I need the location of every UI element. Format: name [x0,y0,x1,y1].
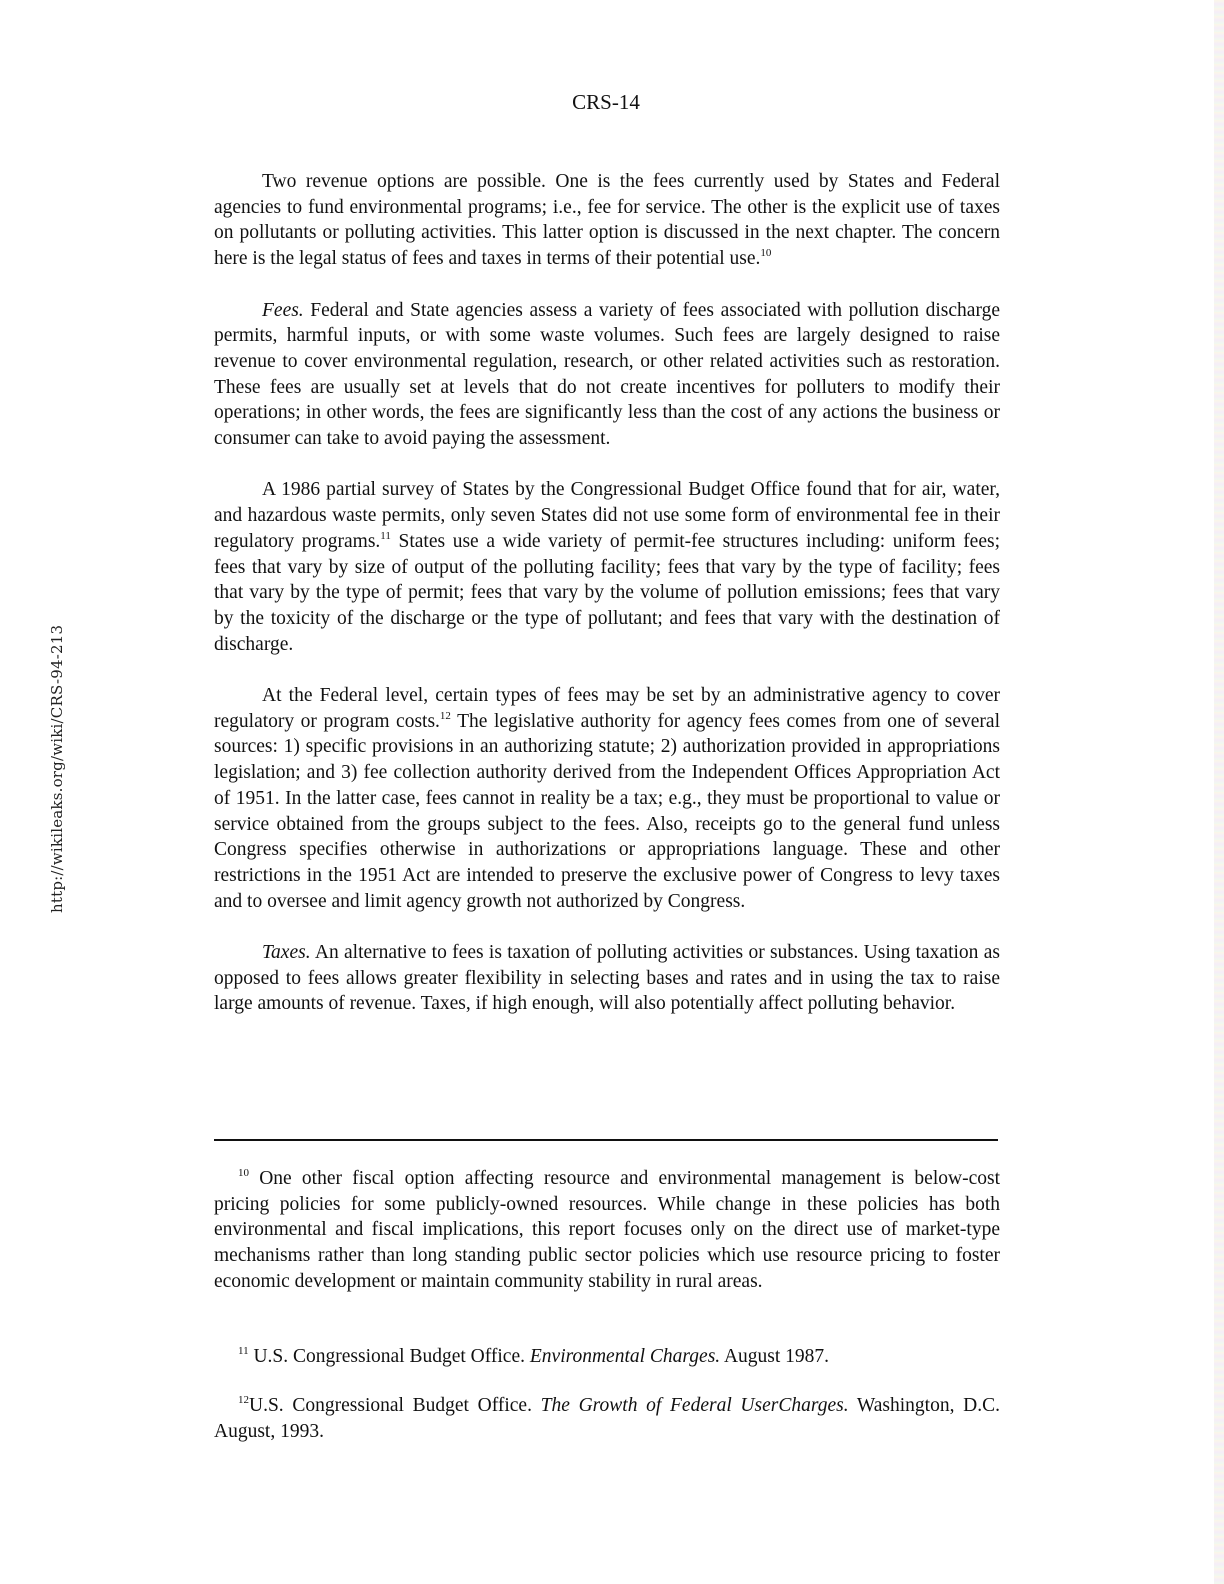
paragraph-text: An alternative to fees is taxation of polluting activities or substances. Using taxation as opposed to fees allows greater flexibility in selecting bases and rates and in using the tax to raise large amounts of revenue. Taxes, if high enough, will also potentially affect polluting behavior. [214,942,1000,1015]
footnote-ref-11[interactable]: 11 [380,529,391,542]
section-lead-taxes: Taxes. [262,942,311,964]
footnote-number: 11 [238,1344,249,1357]
footnote-11 [214,1344,1000,1370]
footnote-10 [214,1166,1000,1295]
paragraph-text: Two revenue options are possible. One is the fees currently used by States and Federal agencies to fund environmental programs; i.e., fee for service. The other is the explicit use of taxes on pollutants or polluting activities. This latter option is discussed in the next chapter. The concern here is the legal status of fees and taxes in terms of their potential use. [214,171,1000,270]
paragraph-text-continued: The legislative authority for agency fees comes from one of several sources: 1) specific provisions in an authorizing statute; 2) authorization provided in appropriations legislation; and 3) fee collection authority derived from the Independent Offices Appropriation Act of 1951. In the latter case, fees cannot in reality be a tax; e.g., they must be proportional to value or service obtained from the groups subject to the fees. Also, receipts go to the general fund unless Congress specifies otherwise in authorizations or appropriations language. These and other restrictions in the 1951 Act are intended to preserve the exclusive power of Congress to levy taxes and to oversee and limit agency growth not authorized by Congress. [214,710,1000,912]
section-lead-fees: Fees. [262,299,304,321]
paragraph-text-continued: States use a wide variety of permit-fee structures including: uniform fees; fees that vary by size of output of the polluting facility; fees that vary by the type of facility; fees that vary by the type of permit; fees that vary by the volume of pollution emissions; fees that vary by the toxicity of the discharge or the type of pollutant; and fees that vary with the destination of discharge. [214,530,1000,655]
paragraph-revenue-options [214,169,1000,272]
footnote-12 [214,1393,1000,1444]
cited-title: The Growth of Federal UserCharges. [540,1395,849,1417]
paragraph-text: Federal and State agencies assess a variety of fees associated with pollution discharge permits, harmful inputs, or with some waste volumes. Such fees are largely designed to raise revenue to cover environmental regulation, research, or other related activities such as restoration. These fees are usually set at levels that do not create incentives for polluters to modify their operations; in other words, the fees are significantly less than the cost of any actions the business or consumer can take to avoid paying the assessment. [214,299,1000,450]
footnote-ref-12[interactable]: 12 [439,709,451,722]
footnote-ref-10[interactable]: 10 [760,247,772,260]
body-text [214,169,1000,1043]
footnote-number: 12 [238,1394,249,1407]
page-edge-scan-artifact [1214,0,1224,1584]
footnote-number: 10 [238,1167,249,1179]
footnote-text-continued: Washington, D.C. August, 1993. [214,1395,1000,1442]
paragraph-text: A 1986 partial survey of States by the Congressional Budget Office found that for air, water, and hazardous waste permits, only seven States did not use some form of environmental fee in their regulatory programs. [214,479,1000,552]
paragraph-fees [214,298,1000,452]
footnote-text: U.S. Congressional Budget Office. [248,1345,530,1367]
source-url-watermark: http://wikileaks.org/wiki/CRS-94-213 [48,624,66,913]
paragraph-cbo-survey [214,477,1000,657]
paragraph-text: At the Federal level, certain types of fees may be set by an administrative agency to cover regulatory or program costs. [214,685,1000,732]
page-header: CRS-14 [572,90,640,114]
footnote-text: U.S. Congressional Budget Office. [249,1395,541,1417]
paragraph-federal-level [214,683,1000,914]
paragraph-taxes [214,940,1000,1017]
footnote-text-continued: August 1987. [720,1345,830,1367]
footnote-text: One other fiscal option affecting resource and environmental management is below-cost pricing policies for some publicly-owned resources. While change in these policies has both environmental and fiscal implications, this report focuses only on the direct use of market-type mechanisms rather than long standing public sector policies which use resource pricing to foster economic development or maintain community stability in rural areas. [214,1168,1000,1292]
footnotes [214,1166,1000,1445]
cited-title: Environmental Charges. [529,1345,721,1367]
footnote-separator [214,1139,998,1141]
